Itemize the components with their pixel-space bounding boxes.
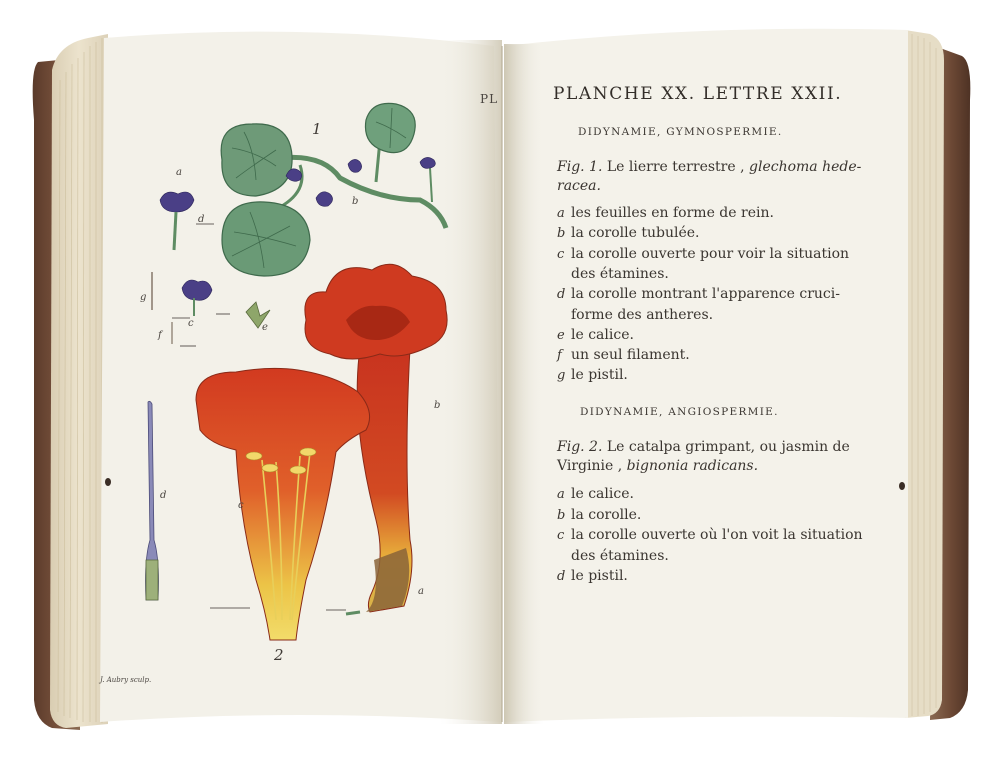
fig1-caption-line1 [557, 157, 861, 177]
list-item [557, 546, 669, 566]
section-1-heading: DIDYNAMIE, GYMNOSPERMIE. [578, 126, 783, 138]
item-letter: a [557, 206, 565, 221]
item-letter: b [557, 226, 566, 242]
list-item [557, 244, 849, 265]
label-d-left: d [160, 490, 167, 501]
item-letter: c [557, 246, 565, 262]
list-item [557, 365, 628, 386]
label-a-bottom: a [418, 586, 424, 597]
label-c-small: c [188, 318, 194, 329]
item-text: le pistil. [571, 568, 628, 584]
label-g: g [140, 292, 147, 303]
item-text: la corolle. [571, 506, 642, 523]
item-text: la corolle tubulée. [571, 225, 700, 242]
list-item [557, 305, 713, 325]
list-item [557, 484, 634, 505]
label-b-top: b [352, 196, 359, 207]
list-item [557, 566, 628, 587]
fig2-caption-line1 [557, 437, 850, 457]
label-c-mid: c [238, 500, 244, 511]
item-letter: d [557, 287, 566, 303]
list-item [557, 345, 690, 366]
item-letter: g [557, 368, 566, 384]
item-text: le pistil. [571, 367, 628, 384]
list-item [557, 284, 840, 305]
item-text: des étamines. [571, 547, 669, 564]
fig2-ref: Fig. 2. [557, 439, 603, 455]
list-item [557, 203, 774, 224]
fig2-caption-line2 [557, 456, 758, 476]
page-title: PLANCHE XX. LETTRE XXII. [553, 84, 843, 104]
list-item [557, 325, 634, 346]
fig2-caption-plain-2: Virginie , [557, 458, 623, 474]
list-item [557, 264, 669, 284]
fig1-caption-plain: Le lierre terrestre , [606, 159, 745, 175]
item-letter: f [557, 348, 562, 364]
label-b-right: b [434, 400, 441, 411]
item-text: la corolle ouverte où l'on voit la situation [571, 527, 863, 543]
label-d-top: d [198, 214, 205, 225]
item-text: les feuilles en forme de rein. [571, 205, 774, 221]
item-letter: b [557, 507, 566, 523]
item-text: la corolle montrant l'apparence cruci- [571, 286, 840, 303]
item-letter: a [557, 487, 565, 502]
list-item [557, 223, 699, 244]
item-text: des étamines. [571, 265, 669, 282]
figure-1-number: 1 [312, 120, 322, 138]
item-text: le calice. [571, 486, 634, 502]
section-2-heading: DIDYNAMIE, ANGIOSPERMIE. [580, 406, 779, 418]
list-item [557, 505, 641, 526]
plate-header-fragment: PL [480, 92, 499, 106]
item-letter: e [557, 327, 565, 343]
label-e-small: e [262, 322, 268, 333]
item-text: la corolle ouverte pour voir la situation [571, 245, 850, 262]
engraver-credit: J. Aubry sculp. [100, 676, 152, 684]
fig2-caption-italic: bignonia radicans. [626, 458, 759, 474]
item-letter: c [557, 528, 565, 543]
fig2-caption-plain: Le catalpa grimpant, ou jasmin de [606, 439, 850, 455]
fig1-caption-line2: racea. [557, 178, 601, 194]
item-text: le calice. [571, 326, 634, 343]
fig1-caption-italic-1: glechoma hede- [749, 159, 862, 175]
item-letter: d [557, 569, 566, 584]
item-text: un seul filament. [571, 347, 690, 364]
figure-2-number: 2 [274, 646, 284, 664]
list-item [557, 525, 863, 546]
right-page-edges [905, 30, 944, 718]
item-text: forme des antheres. [571, 306, 714, 323]
fig1-ref: Fig. 1. [557, 159, 603, 175]
label-f: f [158, 330, 162, 341]
label-a-top: a [176, 167, 182, 178]
